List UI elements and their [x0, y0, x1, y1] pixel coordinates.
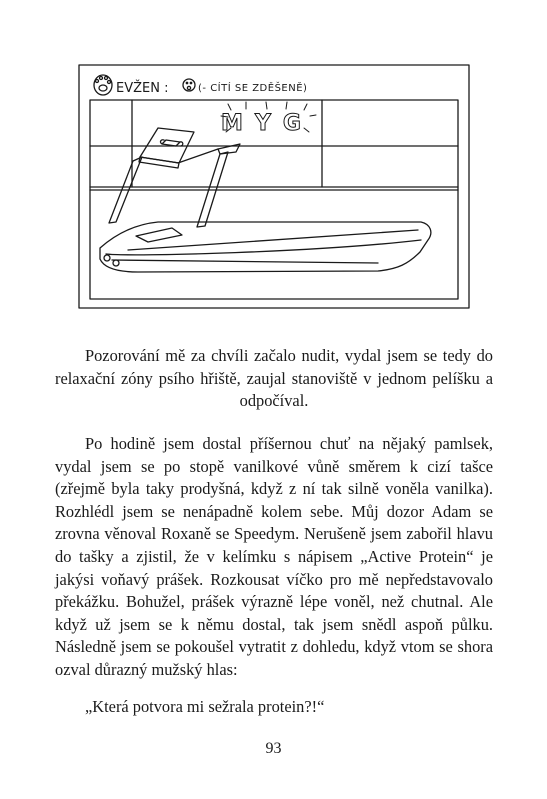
treadmill-deck — [100, 222, 431, 272]
paragraph-text: „Která potvora mi sežrala protein?!“ — [85, 697, 325, 716]
paw-icon — [94, 75, 112, 95]
caption-name: EVŽEN : — [116, 81, 169, 96]
caption-state: (- CÍTÍ SE ZDĚŠENĚ) — [198, 83, 308, 94]
scared-face-icon — [183, 79, 195, 91]
paragraph-text: Po hodině jsem dostal příšernou chuť na nějaký pamlsek, vydal jsem se po stopě vanilkové vůně směrem k cizí tašce (zřejmě byla taky prodyšná, když z ní tak silně voněla vanilka). Rozhlédl jsem se nenápadně kolem sebe. Můj dozor Adam se zrovna věnoval Roxaně se Speedym. Nerušeně jsem zabořil hlavu do tašky a zjistil, že v kelímku s nápisem „Active Protein“ je jakýsi voňavý prášek. Rozkousat víčko pro mě nepředstavovalo překážku. Bohužel, prášek výrazně lépe voněl, než chutnal. Ale když už jsem se k němu dostal, tak jsem snědl aspoň půlku. Následně jsem se pokoušel vytratit z dohledu, když vtom se shora ozval důrazný mužský hlas: — [55, 434, 493, 679]
page-number: 93 — [265, 740, 282, 757]
paragraph-2 — [55, 433, 493, 682]
gym-sign: MYG — [221, 111, 313, 136]
treadmill-drawing — [78, 64, 470, 309]
paragraph-text: Pozorování mě za chvíli začalo nudit, vydal jsem se tedy do relaxační zóny psího hřiště, zaujal stanoviště v jednom pelíšku a odpočíval. — [55, 346, 493, 411]
paragraph-1 — [55, 345, 493, 413]
treadmill-illustration — [78, 64, 470, 309]
paragraph-3 — [55, 696, 493, 719]
